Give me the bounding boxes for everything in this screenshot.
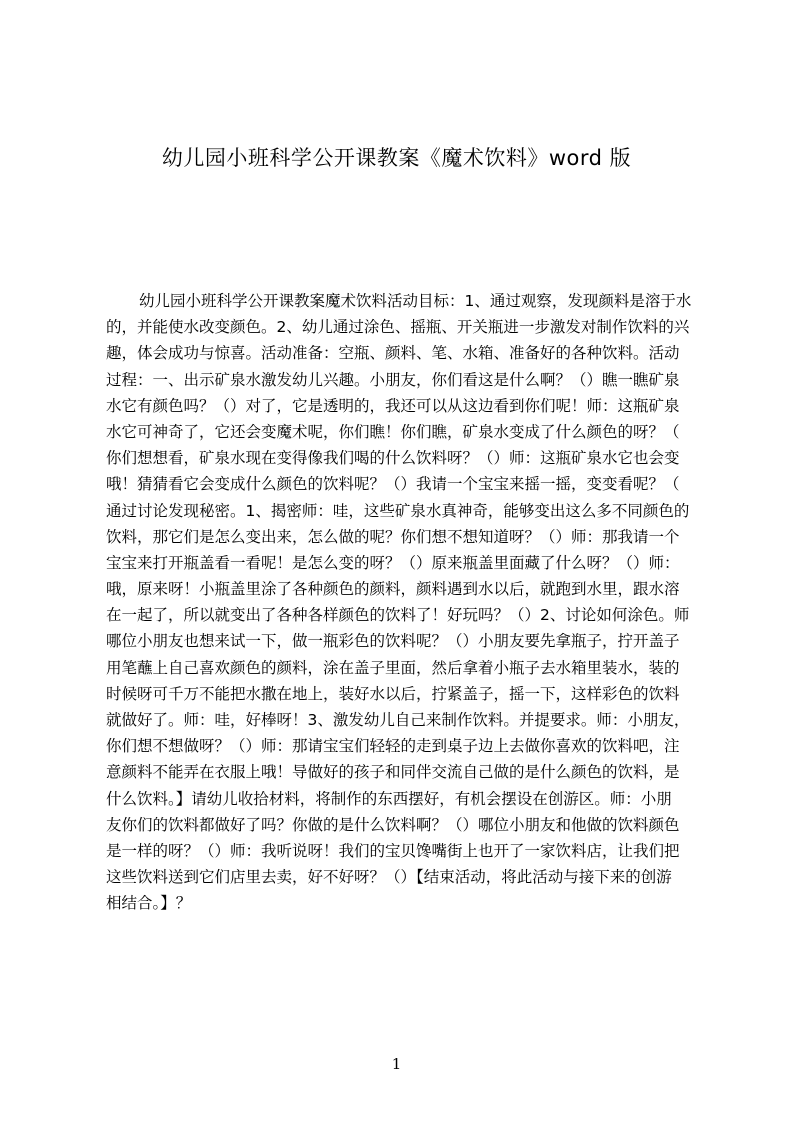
body-line: 通过讨论发现秘密。1、揭密师：哇，这些矿泉水真神奇，能够变出这么多不同颜色的 <box>106 501 690 520</box>
body-line: 相结合。】？ <box>106 894 192 913</box>
body-line: 水它可神奇了，它还会变魔术呢，你们瞧！你们瞧，矿泉水变成了什么颜色的呀？（ <box>106 422 680 441</box>
body-line: 这些饮料送到它们店里去卖，好不好呀？（）【结束活动，将此活动与接下来的创游 <box>106 868 672 887</box>
body-line: 意颜料不能弄在衣服上哦！导做好的孩子和同伴交流自己做的是什么颜色的饮料，是 <box>106 763 680 782</box>
body-line: 是一样的呀？（）师：我听说呀！我们的宝贝馋嘴街上也开了一家饮料店，让我们把 <box>106 841 680 860</box>
body-line: 过程：一、出示矿泉水激发幼儿兴趣。小朋友，你们看这是什么啊？（）瞧一瞧矿泉 <box>106 370 680 389</box>
body-line: 水它有颜色吗？（）对了，它是透明的，我还可以从这边看到你们呢！师：这瓶矿泉 <box>106 396 680 415</box>
body-line: 幼儿园小班科学公开课教案魔术饮料活动目标：1、通过观察，发现颜料是溶于水 <box>139 292 692 310</box>
body-line: 友你们的饮料都做好了吗？你做的是什么饮料啊？（）哪位小朋友和他做的饮料颜色 <box>106 815 680 834</box>
body-line: 你们想想看，矿泉水现在变得像我们喝的什么饮料呀？（）师：这瓶矿泉水它也会变 <box>106 449 680 468</box>
body-line: 时候呀可千万不能把水撒在地上，装好水以后，拧紧盖子，摇一下，这样彩色的饮料 <box>106 684 680 703</box>
body-line: 你们想不想做呀？（）师：那请宝宝们轻轻的走到桌子边上去做你喜欢的饮料吧，注 <box>106 737 680 756</box>
body-line: 宝宝来打开瓶盖看一看呢！是怎么变的呀？（）原来瓶盖里面藏了什么呀？（）师： <box>106 553 680 572</box>
body-line: 哦，原来呀！小瓶盖里涂了各种颜色的颜料，颜料遇到水以后，就跑到水里，跟水溶 <box>106 580 680 599</box>
document-body <box>106 288 698 917</box>
body-line: 哪位小朋友也想来试一下，做一瓶彩色的饮料呢？（）小朋友要先拿瓶子，拧开盖子 <box>106 632 680 651</box>
body-line: 在一起了，所以就变出了各种各样颜色的饮料了！好玩吗？（）2、讨论如何涂色。师 <box>106 606 690 625</box>
body-line: 饮料，那它们是怎么变出来，怎么做的呢？你们想不想知道呀？（）师：那我请一个 <box>106 527 680 546</box>
body-line: 就做好了。师：哇，好棒呀！3、激发幼儿自己来制作饮料。并提要求。师：小朋友， <box>106 711 690 729</box>
body-line: 用笔蘸上自己喜欢颜色的颜料，涂在盖子里面，然后拿着小瓶子去水箱里装水，装的 <box>106 658 680 677</box>
document-title: 幼儿园小班科学公开课教案《魔术饮料》word 版 <box>161 146 632 170</box>
body-line: 什么饮料。】请幼儿收拾材料，将制作的东西摆好，有机会摆设在创游区。师：小朋 <box>106 789 672 808</box>
page-number: 1 <box>391 1055 402 1073</box>
body-line: 趣，体会成功与惊喜。活动准备：空瓶、颜料、笔、水箱、准备好的各种饮料。活动 <box>106 344 680 363</box>
body-line: 哦！猜猜看它会变成什么颜色的饮料呢？（）我请一个宝宝来摇一摇，变变看呢？（ <box>106 475 680 494</box>
body-line: 的，并能使水改变颜色。2、幼儿通过涂色、摇瓶、开关瓶进一步激发对制作饮料的兴 <box>106 318 690 337</box>
